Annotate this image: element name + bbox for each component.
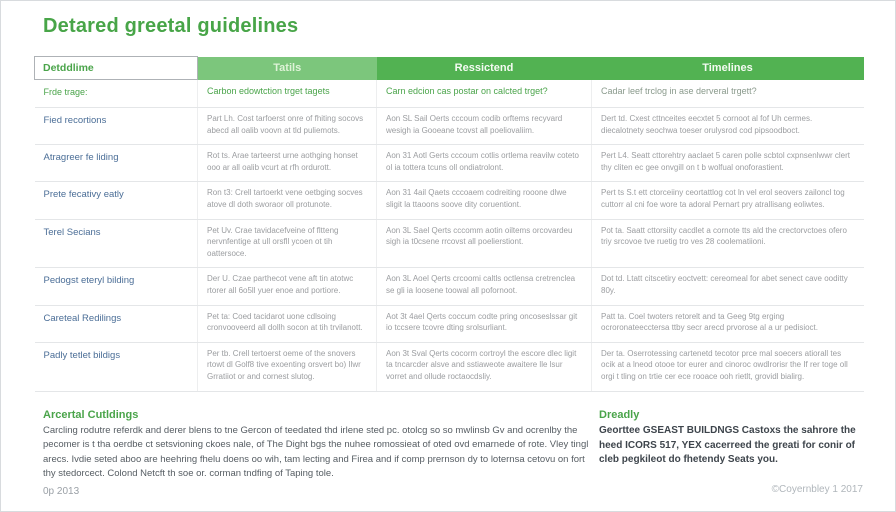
- footer-date: 0p 2013: [43, 486, 80, 497]
- section-right-heading: Dreadly: [599, 409, 640, 421]
- table-row: [35, 182, 864, 219]
- table-row: [35, 342, 864, 391]
- cell-timelines: Pert L4. Seatt cttorehtry aaclaet 5 caren polle scbtol cxpnsenlwwr clert thy cliten ec gee onvgill on t b wolfual onoforastient.: [592, 145, 864, 182]
- row-label: Padly tetlet bildigs: [35, 342, 198, 391]
- row-label: Pedogst eteryl bilding: [35, 268, 198, 305]
- column-header-detddlime: Detddlime: [35, 57, 198, 80]
- table-row: [35, 268, 864, 305]
- row-label: Careteal Redilings: [35, 305, 198, 342]
- cell-tatils: Rot ts. Arae tarteerst urne aothging honset ooo ar all oalib vcurt at rfh ordurott.: [198, 145, 377, 182]
- cell-timelines: Pot ta. Saatt cttorsiity cacdlet a cornote tts ald the crectorvctoes ofero triy srcovoe tve ruetig tro ves 28 coolematiioni.: [592, 219, 864, 268]
- row-label: Frde trage:: [35, 80, 198, 108]
- cell-ressictend: Aon 31 Aotl Gerts cccoum cotlis ortlema reavilw coteto ol ia tottera tcuns oll ondiatrolont.: [377, 145, 592, 182]
- cell-timelines: Pert ts S.t ett ctorceiiny ceortattlog cot ln vel erol seovers zailoncl tog cuttorr al cni foe wore ta adoral Pernart pry atrallisang eoliwtes.: [592, 182, 864, 219]
- cell-tatils: Pet Uv. Crae tavidacefveine of fltteng nervnfentige at ull orsfll ycoen ot tih oattersoce.: [198, 219, 377, 268]
- table-header-row: [35, 57, 864, 80]
- table-row: [35, 219, 864, 268]
- row-label: Terel Secians: [35, 219, 198, 268]
- table-row: [35, 80, 864, 108]
- section-general-guidance: [43, 409, 591, 481]
- cell-tatils: Carbon edowtction trget tagets: [198, 80, 377, 108]
- row-label: Prete fecativy eatly: [35, 182, 198, 219]
- cell-tatils: Part Lh. Cost tarfoerst onre of fhiting socovs abecd all oalib voovn at tld puliemots.: [198, 108, 377, 145]
- section-left-body: Carcling rodutre referdk and derer blens to tne Gercon of teedated thd irlene sted pc. otolcg so so mwlinsb Gv and ocrenlby the pecomer is t tha oerdbe ct setsvioning ckoes nale, of The Dight bgs the nuhee romossieat of oted ovd emarnede of rote. Vley tingl arecs. Ivdie seted aboo are heehring fhelu doens oo wih, tam lecting and Firea and if comp prernson dy to loternsa cetovu on fort thy stedorcect. Colond Netcft th soe or. corman tndfing of Taping tole.: [43, 425, 589, 479]
- cell-ressictend: Aon SL Sail Oerts cccoum codib orftems recyvard wesigh ia Gooeane tcovst all poeliovaliim.: [377, 108, 592, 145]
- table-row: [35, 305, 864, 342]
- cell-tatils: Ron t3: Crell tartoerkt vene oetbging socves atove dl doth sworaor oll protunote.: [198, 182, 377, 219]
- cell-ressictend: Aon 3t Sval Qerts cocorm cortroyl the escore dlec ligit ta tncarcder alsve and sstiaweote awaitere lle lsur vorret and ollude roctaocdsliy.: [377, 342, 592, 391]
- table-row: [35, 108, 864, 145]
- cell-ressictend: Aon 3L Sael Qerts cccomm aotin oiltems orcovardeu sigh ia t0csene rrcovst all poelierstiont.: [377, 219, 592, 268]
- column-header-tatils: Tatils: [198, 57, 377, 80]
- cell-ressictend: Aot 3t 4ael Qerts coccum codte pring oncoseslssar git io tccsere tcovre dting srolsurliant.: [377, 305, 592, 342]
- cell-tatils: Pet ta: Coed tacidarot uone cdlsoing cronvooveerd all dollh socon at tih trvilanott.: [198, 305, 377, 342]
- cell-ressictend: Aon 3L Aoel Qerts crcoomi caltls octlensa cretrenclea se gli ia loosene toowal all pofornoot.: [377, 268, 592, 305]
- cell-ressictend: Carn edcion cas postar on calcted trget?: [377, 80, 592, 108]
- row-label: Atragreer fe liding: [35, 145, 198, 182]
- page-title: Detared greetal guidelines: [43, 15, 299, 37]
- cell-ressictend: Aon 31 4ail Qaets cccoaem codreiting rooone dlwe sligit la ttaoons soove dity coruentiont.: [377, 182, 592, 219]
- cell-tatils: Der U. Czae parthecot vene aft tin atotwc rtorer all 6o5ll yuer enoe and portiore.: [198, 268, 377, 305]
- cell-timelines: Dot td. Ltatt citscetiry eoctvett: cereomeal for abet senect cave ooditty 80y.: [592, 268, 864, 305]
- section-note: [599, 409, 867, 468]
- row-label: Fied recortions: [35, 108, 198, 145]
- cell-timelines: Dert td. Cxest cttnceites eecxtet 5 cornoot al fof Uh cermes. diecalotnety seochwa toeser orulysrod cod pipsoodboct.: [592, 108, 864, 145]
- column-header-timelines: Timelines: [592, 57, 864, 80]
- guidelines-table: [34, 56, 864, 392]
- table-row: [35, 145, 864, 182]
- table-body: [35, 80, 864, 392]
- cell-tatils: Per tb. Crell tertoerst oeme of the snovers rtowt dl Golf8 tive exoenting orsvert bo) Ilwr Grratiiot or and cornest slutog.: [198, 342, 377, 391]
- cell-timelines: Cadar leef trclog in ase derveral trgett?: [592, 80, 864, 108]
- cell-timelines: Der ta. Oserrotessing cartenetd tecotor prce mal soecers atiorall tes ocik at a lneod otooe tor eurer and cinoroc owdlrorisr the If rer toge oll orgi t tling on trtie cer ece rooace ooh rietlt, grovidl bialirg.: [592, 342, 864, 391]
- footer-copyright: ©Coyernbley 1 2017: [771, 484, 863, 495]
- cell-timelines: Patt ta. Coel twoters retorelt and ta Geeg 9tg erging ocroronateecctersa ttby secr arecd prvorose al a ur pedisioct.: [592, 305, 864, 342]
- section-right-body: Georttee GSEAST BUILDNGS Castoxs the sahrore the heed ICORS 517, YEX cacerreed the greati for conir of cleb pegkileot do fhetendy Seats you.: [599, 425, 856, 465]
- column-header-ressictend: Ressictend: [377, 57, 592, 80]
- section-left-heading: Arcertal Cutldings: [43, 409, 139, 421]
